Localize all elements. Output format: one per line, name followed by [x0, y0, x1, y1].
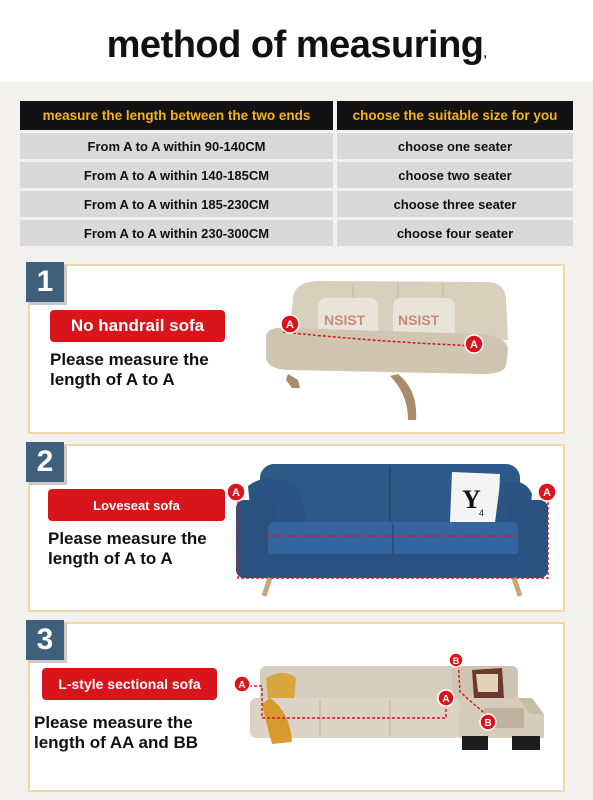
size-cell: choose four seater	[337, 220, 573, 246]
size-cell: choose two seater	[337, 162, 573, 188]
header-choose: choose the suitable size for you	[337, 101, 573, 130]
header-measure: measure the length between the two ends	[20, 101, 333, 130]
description-line: Please measure the	[34, 713, 193, 732]
description-line: Please measure the	[50, 350, 209, 369]
pillow-text: 4	[479, 508, 485, 518]
no-handrail-sofa-image	[258, 270, 523, 422]
range-cell: From A to A within 230-300CM	[20, 220, 333, 246]
pillow-text: NSIST	[324, 312, 366, 328]
section-1-description	[50, 350, 209, 390]
table-row	[20, 191, 573, 217]
section-2-tag: Loveseat sofa	[48, 489, 225, 521]
point-label: B	[452, 656, 460, 666]
point-label: A	[543, 487, 551, 499]
section-2-number: 2	[26, 442, 64, 482]
description-line: length of A to A	[50, 370, 175, 389]
section-1-tag: No handrail sofa	[50, 310, 225, 342]
table-row	[20, 162, 573, 188]
point-label: A	[470, 339, 478, 351]
throw-pillow	[266, 673, 296, 702]
range-cell: From A to A within 185-230CM	[20, 191, 333, 217]
point-label: A	[286, 319, 294, 331]
section-3-number: 3	[26, 620, 64, 660]
table-row	[20, 220, 573, 246]
section-3-description	[34, 713, 198, 753]
sofa-leg	[264, 578, 270, 596]
section-1-number: 1	[26, 262, 64, 302]
point-label: A	[232, 487, 240, 499]
l-style-sectional-sofa-image	[232, 652, 548, 754]
description-line: length of AA and BB	[34, 733, 198, 752]
range-cell: From A to A within 90-140CM	[20, 133, 333, 159]
range-cell: From A to A within 140-185CM	[20, 162, 333, 188]
pillow-text: NSIST	[398, 312, 440, 328]
title-mark: ,	[483, 46, 487, 60]
description-line: Please measure the	[48, 529, 207, 548]
size-cell: choose three seater	[337, 191, 573, 217]
sofa-leg	[390, 374, 416, 420]
chaise-base	[462, 736, 488, 750]
title-banner	[0, 0, 593, 82]
point-label: A	[442, 694, 450, 705]
point-label: A	[238, 680, 246, 691]
section-2-description	[48, 529, 207, 569]
size-table	[20, 101, 573, 249]
pillow-pattern	[476, 674, 498, 692]
page-title	[0, 24, 593, 67]
page-title-text: method of measuring	[106, 24, 484, 66]
sofa-leg	[514, 578, 520, 596]
loveseat-sofa-image	[228, 456, 558, 598]
size-table-header	[20, 101, 573, 130]
table-row	[20, 133, 573, 159]
point-label: B	[484, 718, 492, 729]
sofa-base	[262, 554, 522, 578]
description-line: length of A to A	[48, 549, 173, 568]
size-cell: choose one seater	[337, 133, 573, 159]
section-3-tag: L-style sectional sofa	[42, 668, 217, 700]
pillow-text: Y	[462, 485, 481, 514]
